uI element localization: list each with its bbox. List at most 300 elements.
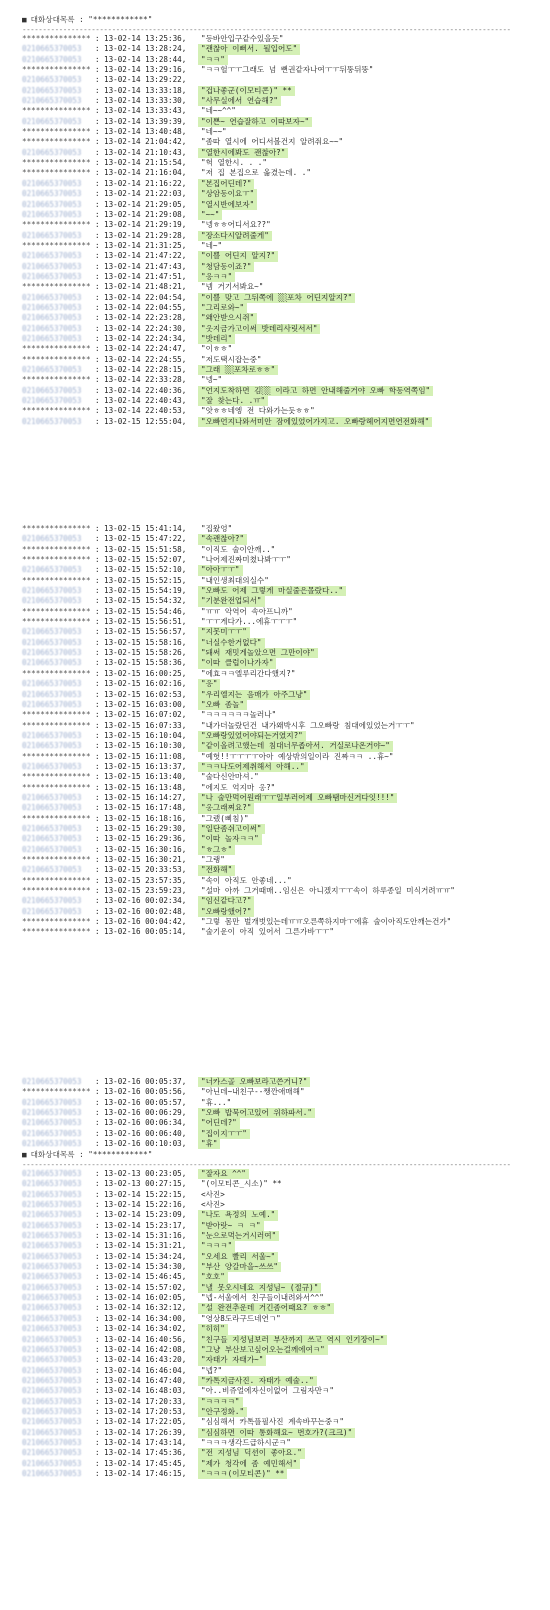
colon-separator: :	[95, 127, 100, 137]
message-row	[0, 313, 550, 323]
sender-id: 0210665370053	[22, 823, 82, 833]
message-text: <사진>	[201, 1200, 225, 1210]
message-row	[0, 617, 550, 627]
chat-block-1	[0, 14, 550, 427]
colon-separator: :	[95, 792, 100, 802]
message-text: "옷지금가고이써 밧데리사릿서서"	[198, 324, 320, 334]
message-text: "잘 찾는다. .ㅠ"	[198, 396, 268, 406]
message-row	[0, 1293, 550, 1303]
message-text: "우리엘지는 음매가 아주그냥"	[198, 690, 310, 700]
timestamp: 13-02-15 15:56:57,	[104, 627, 187, 637]
sender-id: 0210665370053	[22, 906, 82, 916]
colon-separator: :	[95, 137, 100, 147]
message-text: "ㅎ그ㅎ"	[198, 845, 235, 855]
timestamp: 13-02-14 15:22:16,	[104, 1200, 187, 1210]
colon-separator: :	[95, 333, 100, 343]
sender-id: 0210665370053	[22, 1139, 82, 1149]
message-text: "넴 거기서봐요~"	[201, 282, 264, 292]
message-text: "이ㅎㅎ"	[201, 344, 233, 354]
timestamp: 13-02-15 16:17:48,	[104, 803, 187, 813]
colon-separator: :	[95, 220, 100, 230]
sender-id: 0210665370053	[22, 865, 82, 875]
timestamp: 13-02-15 15:56:51,	[104, 617, 187, 627]
message-text: "이따 놀자ㅋㅋ"	[198, 834, 262, 844]
timestamp: 13-02-15 23:59:23,	[104, 886, 187, 896]
colon-separator: :	[95, 689, 100, 699]
sender-id: 0210665370053	[22, 1200, 82, 1210]
message-text: "나도 욕정의 노예."	[198, 1210, 278, 1220]
colon-separator: :	[95, 896, 100, 906]
message-text: "네~~^^"	[201, 106, 236, 116]
colon-separator: :	[95, 1118, 100, 1128]
timestamp: 13-02-14 16:42:08,	[104, 1344, 187, 1354]
message-row	[0, 917, 550, 927]
timestamp: 13-02-15 15:41:14,	[104, 524, 187, 533]
timestamp: 13-02-14 21:29:19,	[104, 220, 187, 230]
message-row	[0, 65, 550, 75]
timestamp: 13-02-14 22:28:15,	[104, 365, 187, 374]
sender-id: 0210665370053	[22, 1241, 82, 1251]
message-text: "설 완전추운데 거긴좀어때요? ㅎㅎ"	[198, 1303, 334, 1313]
message-row	[0, 741, 550, 751]
message-text: "오빠 밥묵어고있어 위하파서."	[198, 1108, 315, 1118]
message-text: "그랬(삐침)"	[201, 813, 249, 823]
colon-separator: :	[95, 158, 100, 168]
colon-separator: :	[95, 1128, 100, 1138]
sender-id: ***************	[22, 65, 91, 75]
colon-separator: :	[95, 354, 100, 364]
message-text: "ㅋㅋ나도어제취해서 아해.."	[198, 762, 308, 772]
sender-id: 0210665370053	[22, 292, 82, 302]
header-label: 대화상대목록 : "************"	[30, 1150, 153, 1159]
timestamp: 13-02-15 12:55:04,	[104, 416, 187, 426]
message-text: "열시반에보자"	[198, 200, 257, 210]
message-row	[0, 1376, 550, 1386]
message-text: "친구들 지성님보러 부산까지 쓰고 역시 인기장이~"	[198, 1335, 387, 1345]
colon-separator: :	[95, 917, 100, 927]
sender-id: 0210665370053	[22, 648, 82, 658]
message-row	[0, 896, 550, 906]
sender-id: ***************	[22, 813, 91, 823]
message-row	[0, 1272, 550, 1282]
message-row	[0, 752, 550, 762]
message-row	[0, 1397, 550, 1407]
message-list	[0, 524, 550, 938]
message-text: "이직도 술이안깨.."	[201, 544, 276, 554]
sender-id: 0210665370053	[22, 1097, 82, 1107]
message-text: "이따 클럽이나가자"	[198, 658, 276, 668]
timestamp: 13-02-14 17:26:39,	[104, 1427, 187, 1437]
message-text: "응ㅋㅋ"	[198, 272, 235, 282]
timestamp: 13-02-15 16:10:04,	[104, 730, 187, 740]
message-list	[0, 34, 550, 427]
timestamp: 13-02-14 16:47:40,	[104, 1375, 187, 1385]
colon-separator: :	[95, 855, 100, 864]
message-text: "일단좀쉬고이써"	[198, 824, 265, 834]
chat-block-4	[0, 1149, 550, 1479]
colon-separator: :	[95, 782, 100, 792]
message-row	[0, 303, 550, 313]
timestamp: 13-02-14 15:34:30,	[104, 1262, 187, 1272]
sender-id: 0210665370053	[22, 699, 82, 709]
timestamp: 13-02-14 15:34:24,	[104, 1251, 187, 1261]
message-text: "청담동이죠?"	[198, 262, 254, 272]
sender-id: 0210665370053	[22, 302, 82, 312]
message-row	[0, 876, 550, 886]
colon-separator: :	[95, 396, 100, 406]
message-row	[0, 241, 550, 251]
message-row	[0, 1200, 550, 1210]
timestamp: 13-02-14 13:33:18,	[104, 85, 187, 95]
message-row	[0, 865, 550, 875]
colon-separator: :	[95, 730, 100, 740]
sender-id: 0210665370053	[22, 189, 82, 199]
message-row	[0, 534, 550, 544]
sender-id: 0210665370053	[22, 1077, 82, 1086]
colon-separator: :	[95, 1189, 100, 1199]
timestamp: 13-02-14 21:48:21,	[104, 282, 187, 292]
colon-separator: :	[95, 1365, 100, 1375]
sender-id: ***************	[22, 168, 91, 178]
colon-separator: :	[95, 44, 100, 54]
message-text: "옹그래쪄요?"	[198, 803, 254, 813]
timestamp: 13-02-15 16:03:00,	[104, 699, 187, 709]
message-row	[0, 1303, 550, 1313]
message-text: "받아랏~ ㅋ ㅋ"	[198, 1221, 264, 1231]
message-text: "겁나좋군(이모티콘)" **	[198, 86, 295, 96]
timestamp: 13-02-14 16:34:00,	[104, 1313, 187, 1323]
timestamp: 13-02-15 16:00:25,	[104, 668, 187, 678]
message-row	[0, 96, 550, 106]
message-row	[0, 814, 550, 824]
message-text: "오빠 좀놀"	[198, 700, 247, 710]
colon-separator: :	[95, 596, 100, 606]
colon-separator: :	[95, 1427, 100, 1437]
message-text: "오세요 빨리 서울~"	[198, 1252, 278, 1262]
sender-id: 0210665370053	[22, 323, 82, 333]
message-row	[0, 179, 550, 189]
message-row	[0, 44, 550, 54]
message-text: "너실수한거없다"	[198, 638, 265, 648]
sender-id: 0210665370053	[22, 627, 82, 637]
colon-separator: :	[95, 1231, 100, 1241]
timestamp: 13-02-14 22:23:28,	[104, 313, 187, 323]
timestamp: 13-02-15 20:33:53,	[104, 865, 187, 875]
message-text: "내가더놀랐던건 내가왜박시후 그오빠랑 침대에있었는거ㅜㅜ"	[201, 720, 415, 730]
message-row	[0, 721, 550, 731]
timestamp: 13-02-14 21:47:51,	[104, 271, 187, 281]
message-text: "에지도 억지마 옹?"	[201, 782, 276, 792]
timestamp: 13-02-15 15:54:46,	[104, 606, 187, 616]
message-row	[0, 365, 550, 375]
sender-id: ***************	[22, 354, 91, 364]
timestamp: 13-02-15 15:58:36,	[104, 658, 187, 668]
sender-id: ***************	[22, 555, 91, 565]
message-text: "ㅋㅋㅋㅋ"	[198, 1397, 243, 1407]
message-row	[0, 1428, 550, 1438]
message-row	[0, 545, 550, 555]
message-row	[0, 1077, 550, 1087]
timestamp: 13-02-14 15:31:21,	[104, 1241, 187, 1251]
message-row	[0, 565, 550, 575]
timestamp: 13-02-14 17:20:33,	[104, 1396, 187, 1406]
message-text: "심심하면 이따 통화해요~ 번호가?(크크)"	[198, 1428, 355, 1438]
colon-separator: :	[95, 240, 100, 250]
timestamp: 13-02-15 16:13:48,	[104, 782, 187, 792]
message-row	[0, 148, 550, 158]
message-row	[0, 524, 550, 534]
sender-id: 0210665370053	[22, 385, 82, 395]
sender-id: 0210665370053	[22, 761, 82, 771]
colon-separator: :	[95, 1355, 100, 1365]
message-list	[0, 1077, 550, 1149]
sender-id: 0210665370053	[22, 1458, 82, 1468]
colon-separator: :	[95, 147, 100, 157]
colon-separator: :	[95, 699, 100, 709]
sender-id: 0210665370053	[22, 658, 82, 668]
timestamp: 13-02-16 00:04:42,	[104, 917, 187, 927]
message-text: "오빠랑있었어야되는거였지?"	[198, 731, 306, 741]
message-row	[0, 1139, 550, 1149]
timestamp: 13-02-15 16:29:30,	[104, 823, 187, 833]
sender-id: ***************	[22, 886, 91, 896]
colon-separator: :	[95, 416, 100, 426]
sender-id: ***************	[22, 927, 91, 937]
timestamp: 13-02-15 15:58:26,	[104, 648, 187, 658]
colon-separator: :	[95, 230, 100, 240]
sender-id: ***************	[22, 524, 91, 533]
message-text: "앗ㅎㅎ네엥 전 다와가는듯ㅎㅎ"	[201, 406, 315, 416]
sender-id: ***************	[22, 106, 91, 116]
timestamp: 13-02-14 13:25:36,	[104, 34, 187, 43]
sender-id: 0210665370053	[22, 1118, 82, 1128]
message-text: "괜찮아 이뻐서. 될입어도"	[198, 44, 300, 54]
colon-separator: :	[95, 54, 100, 64]
timestamp: 13-02-16 00:05:14,	[104, 927, 187, 937]
sender-id: 0210665370053	[22, 565, 82, 575]
colon-separator: :	[95, 834, 100, 844]
colon-separator: :	[95, 34, 100, 43]
message-text: "예헛!!ㅜㅜㅜㅜ아아 예상밖의일이라 진짜ㅋㅋ ..휴~"	[201, 751, 394, 761]
message-row	[0, 220, 550, 230]
timestamp: 13-02-14 13:29:22,	[104, 75, 187, 85]
colon-separator: :	[95, 813, 100, 823]
timestamp: 13-02-14 21:47:22,	[104, 251, 187, 261]
timestamp: 13-02-13 00:23:05,	[104, 1169, 187, 1178]
sender-id: 0210665370053	[22, 596, 82, 606]
colon-separator: :	[95, 1210, 100, 1220]
message-row	[0, 762, 550, 772]
colon-separator: :	[95, 116, 100, 126]
sender-id: 0210665370053	[22, 178, 82, 188]
sender-id: ***************	[22, 917, 91, 927]
message-row	[0, 75, 550, 85]
sender-id: 0210665370053	[22, 147, 82, 157]
message-row	[0, 1231, 550, 1241]
sender-id: 0210665370053	[22, 396, 82, 406]
colon-separator: :	[95, 772, 100, 782]
message-row	[0, 262, 550, 272]
message-text: "에효ㅋㅋ엘루리간다했지?"	[201, 668, 296, 678]
timestamp: 13-02-14 22:24:30,	[104, 323, 187, 333]
message-text: "네~"	[201, 240, 223, 250]
timestamp: 13-02-14 13:33:43,	[104, 106, 187, 116]
colon-separator: :	[95, 844, 100, 854]
timestamp: 13-02-14 22:24:34,	[104, 333, 187, 343]
timestamp: 13-02-15 15:51:58,	[104, 544, 187, 554]
colon-separator: :	[95, 875, 100, 885]
message-text: "휴"	[198, 1139, 220, 1149]
message-row	[0, 793, 550, 803]
separator-line: ------------------------------------------------------------------------------------------------------------------------	[22, 1161, 511, 1169]
sender-id: ***************	[22, 875, 91, 885]
message-text: "넹ㅎㅎ어디서요??"	[201, 220, 271, 230]
sender-id: 0210665370053	[22, 313, 82, 323]
colon-separator: :	[95, 1437, 100, 1447]
message-text: "술다신안마셔."	[201, 772, 259, 782]
colon-separator: :	[95, 1386, 100, 1396]
timestamp: 13-02-15 16:14:27,	[104, 792, 187, 802]
timestamp: 13-02-14 22:40:43,	[104, 396, 187, 406]
colon-separator: :	[95, 1417, 100, 1427]
message-row	[0, 1417, 550, 1427]
message-text: "기분완전업되서"	[198, 596, 265, 606]
timestamp: 13-02-14 22:24:47,	[104, 344, 187, 354]
timestamp: 13-02-16 00:06:29,	[104, 1108, 187, 1118]
message-row	[0, 1314, 550, 1324]
sender-id: 0210665370053	[22, 230, 82, 240]
message-text: "그렇 몸만 벌개벗있는데ㅠㅠ오른쪽하지마ㅜ에휴 술이아직도안깨는건가"	[201, 917, 452, 927]
message-text: "등바안입구같수있을듯"	[201, 34, 284, 43]
message-text: "ㅋㅋㅋ생각드급하시군ㅋ"	[201, 1437, 291, 1447]
message-row	[0, 168, 550, 178]
timestamp: 13-02-14 17:20:53,	[104, 1406, 187, 1416]
message-row	[0, 1448, 550, 1458]
message-text: "설마 아까 그거때매..임신은 아니겠지ㅜㅜ속이 하루종일 미식거려ㅠㅠ"	[201, 886, 455, 896]
message-row	[0, 803, 550, 813]
timestamp: 13-02-14 13:28:24,	[104, 44, 187, 54]
colon-separator: :	[95, 106, 100, 116]
message-text: "전화해"	[198, 865, 235, 875]
message-row	[0, 1386, 550, 1396]
timestamp: 13-02-14 17:43:14,	[104, 1437, 187, 1447]
sender-id: 0210665370053	[22, 803, 82, 813]
message-row	[0, 1169, 550, 1179]
colon-separator: :	[95, 658, 100, 668]
message-row	[0, 1459, 550, 1469]
colon-separator: :	[95, 1448, 100, 1458]
message-text: "호호"	[198, 1272, 228, 1282]
colon-separator: :	[95, 365, 100, 374]
message-row	[0, 638, 550, 648]
colon-separator: :	[95, 1406, 100, 1416]
sender-id: 0210665370053	[22, 1344, 82, 1354]
timestamp: 13-02-14 16:32:12,	[104, 1303, 187, 1313]
message-text: "좀따 열시에 어디서볼건지 알려줘요~~"	[201, 137, 344, 147]
message-row	[0, 355, 550, 365]
message-text: "넹~"	[201, 375, 223, 385]
colon-separator: :	[95, 1468, 100, 1478]
sender-id: 0210665370053	[22, 261, 82, 271]
message-row	[0, 1324, 550, 1334]
sender-id: 0210665370053	[22, 1417, 82, 1427]
message-row	[0, 86, 550, 96]
colon-separator: :	[95, 627, 100, 637]
colon-separator: :	[95, 1087, 100, 1097]
sender-id: 0210665370053	[22, 116, 82, 126]
colon-separator: :	[95, 1251, 100, 1261]
message-text: "넵-서울에서 친구들이내려와서^^"	[201, 1293, 324, 1303]
colon-separator: :	[95, 1272, 100, 1282]
message-text: "ㅋㅋ헐ㅜㅜ그래도 넘 뻔권같자나여ㅜㅜ뒤뚱뒤뚱"	[201, 65, 374, 75]
sender-id: 0210665370053	[22, 1293, 82, 1303]
colon-separator: :	[95, 927, 100, 937]
message-row	[0, 555, 550, 565]
message-row	[0, 783, 550, 793]
message-list	[0, 1169, 550, 1479]
message-text: "이쁠 맞고 그뒤쪽에 ░░포차 어딘지알지?"	[198, 293, 355, 303]
sender-id: ***************	[22, 34, 91, 43]
message-text: "ㅋㅋㅋㅋㅋㅋ놀러나"	[201, 710, 277, 720]
message-text: "속이 아직도 안좋네..."	[201, 875, 292, 885]
colon-separator: :	[95, 637, 100, 647]
sender-id: 0210665370053	[22, 792, 82, 802]
message-text: "저도택시잡는중"	[201, 354, 262, 364]
timestamp: 13-02-15 16:10:30,	[104, 741, 187, 751]
sender-id: ***************	[22, 751, 91, 761]
timestamp: 13-02-16 00:10:03,	[104, 1139, 187, 1149]
message-row	[0, 1241, 550, 1251]
message-text: "오빠도 어제 그렇게 마실줄은몰랐다.."	[198, 586, 346, 596]
timestamp: 13-02-14 22:40:36,	[104, 385, 187, 395]
sender-id: ***************	[22, 710, 91, 720]
colon-separator: :	[95, 761, 100, 771]
sender-id: ***************	[22, 282, 91, 292]
sender-id: ***************	[22, 127, 91, 137]
message-text: "제가 청각에 좀 예민해서"	[198, 1459, 300, 1469]
colon-separator: :	[95, 85, 100, 95]
message-row	[0, 586, 550, 596]
timestamp: 13-02-14 22:04:55,	[104, 302, 187, 312]
message-row	[0, 251, 550, 261]
message-text: "ㅋㅋ"	[198, 55, 228, 65]
timestamp: 13-02-15 16:18:16,	[104, 813, 187, 823]
timestamp: 13-02-14 16:48:03,	[104, 1386, 187, 1396]
partner-list-header	[0, 1149, 550, 1161]
colon-separator: :	[95, 1458, 100, 1468]
colon-separator: :	[95, 544, 100, 554]
sender-id: 0210665370053	[22, 834, 82, 844]
sender-id: 0210665370053	[22, 1303, 82, 1313]
message-row	[0, 117, 550, 127]
message-text: "응"	[198, 679, 220, 689]
message-text: "같이올려고했는데 침대너무좁아서. 거실로나온거야~"	[198, 741, 393, 751]
timestamp: 13-02-14 17:22:05,	[104, 1417, 187, 1427]
message-row	[0, 731, 550, 741]
message-row	[0, 127, 550, 137]
message-row	[0, 1335, 550, 1345]
message-text: "집이지ㅜㅜ"	[198, 1129, 250, 1139]
partner-list-header	[0, 14, 550, 26]
message-row	[0, 375, 550, 385]
colon-separator: :	[95, 323, 100, 333]
colon-separator: :	[95, 1108, 100, 1118]
sender-id: ***************	[22, 137, 91, 147]
sender-id: 0210665370053	[22, 365, 82, 374]
message-text: "속괜찮아?"	[198, 534, 247, 544]
message-row	[0, 1210, 550, 1220]
message-row	[0, 648, 550, 658]
